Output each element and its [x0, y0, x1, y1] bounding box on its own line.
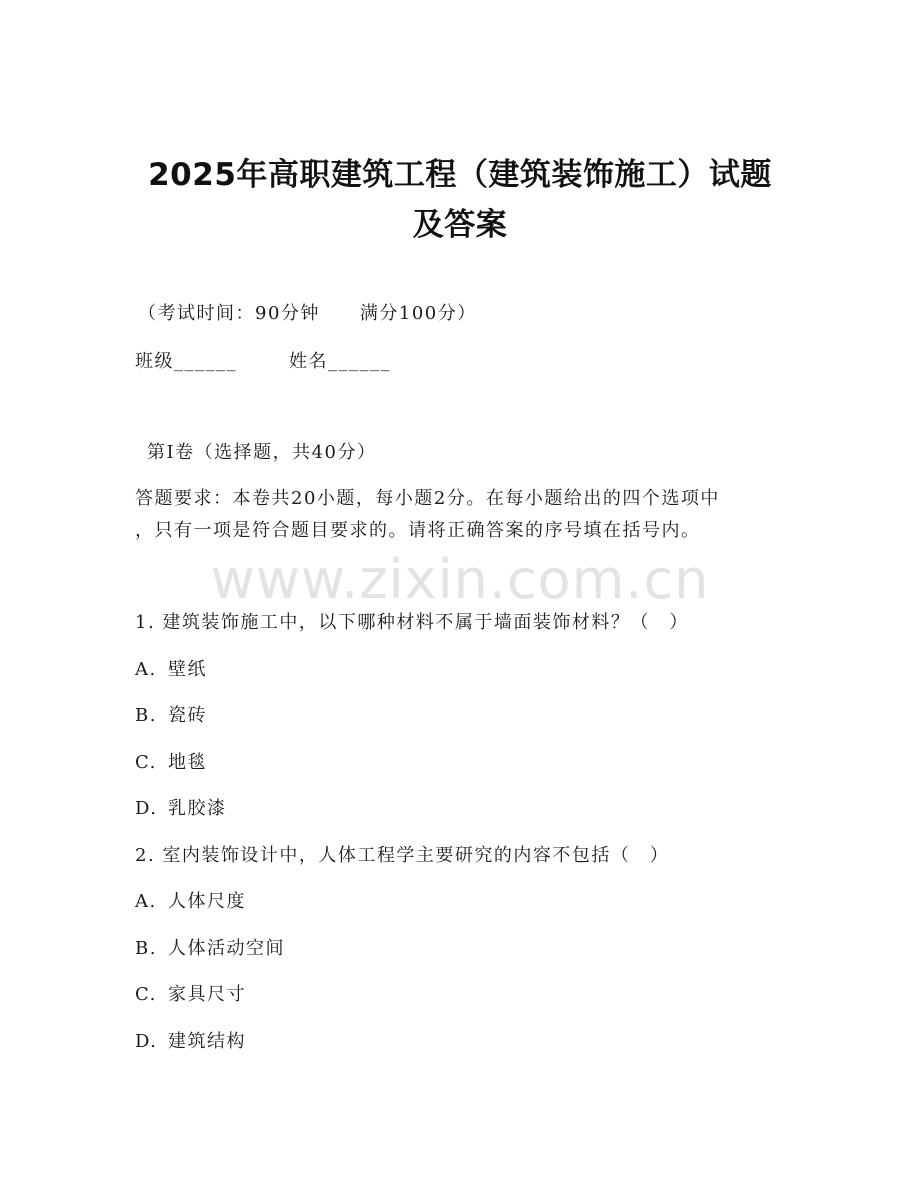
exam-info: [138, 302, 477, 326]
option-item: [135, 983, 246, 1007]
option-item: [135, 1030, 246, 1054]
option-text: 人体尺度: [168, 891, 246, 912]
option-text: 瓷砖: [168, 705, 207, 726]
requirement-line-2: ，只有一项是符合题目要求的。请将正确答案的序号填在括号内。: [135, 520, 701, 541]
option-letter: C.: [135, 752, 157, 773]
name-field: 姓名______: [289, 351, 391, 372]
option-text: 家具尺寸: [168, 984, 246, 1005]
option-letter: D.: [135, 798, 158, 819]
option-item: [135, 751, 207, 775]
option-text: 建筑结构: [168, 1031, 246, 1052]
class-field: 班级______: [135, 351, 237, 372]
question-stem: 1. 建筑装饰施工中，以下哪种材料不属于墙面装饰材料？（ ）: [135, 612, 689, 633]
option-letter: B.: [135, 938, 157, 959]
option-text: 地毯: [168, 752, 207, 773]
option-item: [135, 704, 207, 728]
option-letter: C.: [135, 984, 157, 1005]
title-line-1: 2025年高职建筑工程（建筑装饰施工）试题: [148, 157, 772, 193]
option-item: [135, 937, 285, 961]
exam-time: （考试时间：90分钟: [138, 303, 320, 324]
option-item: [135, 890, 246, 914]
option-text: 乳胶漆: [168, 798, 227, 819]
exam-score: 满分100分）: [359, 303, 477, 324]
student-info: [135, 350, 391, 374]
option-letter: D.: [135, 1031, 158, 1052]
option-text: 壁纸: [168, 659, 207, 680]
title-line-2: 及答案: [412, 207, 508, 243]
document-title: [100, 150, 820, 250]
option-item: [135, 658, 207, 682]
option-letter: A.: [135, 659, 157, 680]
requirement-line-1: 答题要求：本卷共20小题，每小题2分。在每小题给出的四个选项中: [135, 488, 720, 509]
section-heading: 第Ⅰ卷（选择题，共40分）: [147, 442, 377, 463]
option-item: [135, 797, 227, 821]
watermark: www.zixin.com.cn: [210, 548, 710, 611]
option-letter: B.: [135, 705, 157, 726]
option-letter: A.: [135, 891, 157, 912]
question-stem: 2. 室内装饰设计中，人体工程学主要研究的内容不包括（ ）: [135, 845, 670, 866]
option-text: 人体活动空间: [168, 938, 285, 959]
